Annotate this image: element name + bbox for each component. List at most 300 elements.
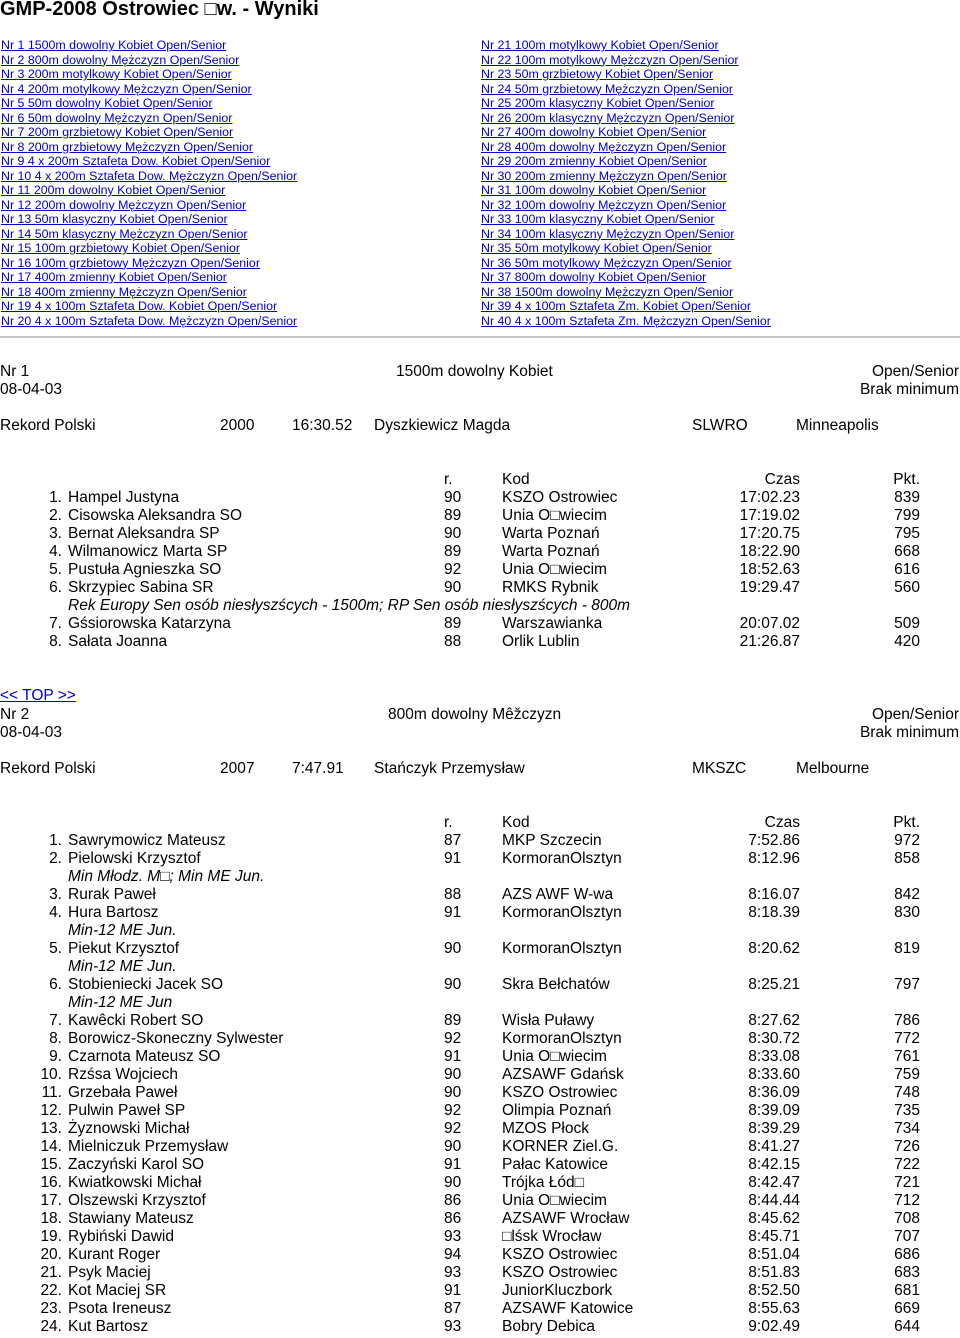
result-points: 712 — [894, 1192, 920, 1209]
result-points: 734 — [894, 1120, 920, 1137]
result-position: 11. — [41, 1084, 62, 1101]
event-links-left — [1, 38, 297, 328]
result-position: 8. — [49, 633, 62, 650]
club-name: AZS AWF W-wa — [502, 886, 614, 903]
swimmer-name: Rybiński Dawid — [68, 1228, 174, 1245]
col-points: Pkt. — [893, 471, 920, 488]
event-number: Nr 2 — [0, 706, 30, 723]
birth-year: 92 — [444, 1030, 462, 1047]
col-time: Czas — [764, 814, 800, 831]
result-position: 5. — [49, 940, 62, 957]
event-category: Open/Senior — [871, 363, 959, 380]
club-name: Trójka Łód□ — [502, 1174, 585, 1191]
event-link[interactable]: Nr 4 200m motylkowy Mężczyzn Open/Senior — [1, 81, 252, 96]
result-position: 23. — [40, 1300, 62, 1317]
event-link[interactable]: Nr 27 400m dowolny Kobiet Open/Senior — [481, 125, 707, 139]
club-name: KORNER Ziel.G. — [502, 1138, 619, 1155]
club-name: KSZO Ostrowiec — [502, 1264, 618, 1281]
event-name: 1500m dowolny Kobiet — [396, 363, 553, 380]
result-row — [0, 832, 960, 850]
swimmer-name: Gśsiorowska Katarzyna — [68, 615, 231, 632]
record-holder: Dyszkiewicz Magda — [374, 417, 511, 434]
result-time: 8:44.44 — [748, 1192, 800, 1209]
club-name: Warta Poznań — [502, 543, 600, 560]
club-name: Wisła Puławy — [502, 1012, 595, 1029]
birth-year: 88 — [444, 633, 462, 650]
swimmer-name: Hampel Justyna — [68, 489, 180, 506]
swimmer-name: Pustuła Agnieszka SO — [68, 561, 222, 578]
swimmer-name: Mielniczuk Przemysław — [68, 1138, 229, 1155]
result-time: 17:19.02 — [739, 507, 800, 524]
result-time: 8:27.62 — [748, 1012, 800, 1029]
event-links-right — [481, 38, 771, 328]
swimmer-name: Hura Bartosz — [68, 904, 159, 921]
result-time: 19:29.47 — [739, 579, 800, 596]
result-row — [0, 543, 960, 561]
result-time: 18:22.90 — [739, 543, 800, 560]
result-position: 12. — [40, 1102, 62, 1119]
result-note — [0, 868, 960, 886]
result-points: 708 — [894, 1210, 920, 1227]
swimmer-name: Kwiatkowski Michał — [68, 1174, 202, 1191]
result-points: 707 — [894, 1228, 920, 1245]
birth-year: 89 — [444, 615, 462, 632]
result-time: 18:52.63 — [739, 561, 800, 578]
result-time: 8:39.29 — [748, 1120, 800, 1137]
event-link[interactable]: Nr 40 4 x 100m Sztafeta Zm. Mężczyzn Open/Senior — [481, 313, 771, 328]
event-link[interactable]: Nr 12 200m dowolny Mężczyzn Open/Senior — [1, 197, 247, 212]
birth-year: 90 — [444, 1084, 462, 1101]
note-text: Min Młodz. M□; Min ME Jun. — [68, 868, 265, 885]
record-label: Rekord Polski — [0, 760, 96, 777]
event-link[interactable]: Nr 15 100m grzbietowy Kobiet Open/Senior — [1, 241, 240, 255]
event-link[interactable]: Nr 29 200m zmienny Kobiet Open/Senior — [481, 154, 707, 168]
event-subheader — [0, 724, 960, 742]
result-points: 786 — [894, 1012, 920, 1029]
result-position: 3. — [49, 525, 62, 542]
result-position: 7. — [49, 1012, 62, 1029]
birth-year: 93 — [444, 1264, 462, 1281]
result-time: 8:41.27 — [748, 1138, 800, 1155]
swimmer-name: Zaczyński Karol SO — [68, 1156, 205, 1173]
result-row — [0, 940, 960, 958]
event-link[interactable]: Nr 13 50m klasyczny Kobiet Open/Senior — [1, 212, 228, 226]
result-position: 20. — [40, 1246, 62, 1263]
result-position: 2. — [49, 850, 62, 867]
record-time: 7:47.91 — [292, 760, 344, 777]
record-club: MKSZC — [692, 760, 747, 777]
club-name: KormoranOlsztyn — [502, 904, 622, 921]
col-club: Kod — [502, 471, 530, 488]
birth-year: 90 — [444, 579, 462, 596]
event-link[interactable]: Nr 24 50m grzbietowy Mężczyzn Open/Senior — [481, 81, 734, 96]
result-points: 797 — [894, 976, 920, 993]
event-date: 08-04-03 — [0, 724, 63, 741]
club-name: Bobry Debica — [502, 1318, 596, 1335]
event-name: 800m dowolny Mêžczyzn — [388, 706, 562, 723]
result-row — [0, 1084, 960, 1102]
event-header — [0, 706, 960, 724]
result-position: 17. — [40, 1192, 62, 1209]
event-link[interactable]: Nr 36 50m motylkowy Mężczyzn Open/Senior — [481, 255, 732, 270]
club-name: MKP Szczecin — [502, 832, 602, 849]
result-points: 799 — [894, 507, 920, 524]
result-time: 8:45.71 — [748, 1228, 800, 1245]
event-link[interactable]: Nr 39 4 x 100m Sztafeta Zm. Kobiet Open/Senior — [481, 299, 751, 313]
result-position: 22. — [40, 1282, 62, 1299]
club-name: RMKS Rybnik — [502, 579, 599, 596]
result-row — [0, 1102, 960, 1120]
result-points: 772 — [894, 1030, 920, 1047]
event-link[interactable]: Nr 34 100m klasyczny Mężczyzn Open/Senior — [481, 226, 735, 241]
event-link[interactable]: Nr 14 50m klasyczny Mężczyzn Open/Senior — [1, 226, 248, 241]
result-note — [0, 922, 960, 940]
result-time: 9:02.49 — [748, 1318, 800, 1335]
club-name: Warszawianka — [502, 615, 603, 632]
result-position: 13. — [40, 1120, 62, 1137]
result-position: 24. — [40, 1318, 62, 1335]
result-points: 721 — [894, 1174, 920, 1191]
result-note — [0, 597, 960, 615]
result-row — [0, 489, 960, 507]
club-name: JuniorKluczbork — [502, 1282, 613, 1299]
event-link[interactable]: Nr 37 800m dowolny Kobiet Open/Senior — [481, 270, 707, 284]
swimmer-name: Piekut Krzysztof — [68, 940, 180, 957]
swimmer-name: Olszewski Krzysztof — [68, 1192, 206, 1209]
club-name: AZSAWF Katowice — [502, 1300, 634, 1317]
swimmer-name: Sawrymowicz Mateusz — [68, 832, 226, 849]
event-link[interactable]: Nr 18 400m zmienny Mężczyzn Open/Senior — [1, 284, 247, 299]
result-position: 7. — [49, 615, 62, 632]
result-row — [0, 886, 960, 904]
result-row — [0, 1300, 960, 1318]
event-link[interactable]: Nr 3 200m motylkowy Kobiet Open/Senior — [1, 67, 232, 81]
result-points: 726 — [894, 1138, 920, 1155]
club-name: Warta Poznań — [502, 525, 600, 542]
event-link[interactable]: Nr 25 200m klasyczny Kobiet Open/Senior — [481, 96, 715, 110]
result-time: 8:39.09 — [748, 1102, 800, 1119]
result-position: 10. — [40, 1066, 62, 1083]
event-number: Nr 1 — [0, 363, 30, 380]
record-holder: Stańczyk Przemysław — [374, 760, 525, 777]
result-time: 8:55.63 — [748, 1300, 800, 1317]
result-position: 5. — [49, 561, 62, 578]
event-link[interactable]: Nr 6 50m dowolny Mężczyzn Open/Senior — [1, 110, 233, 125]
club-name: Unia O□wiecim — [502, 1048, 607, 1065]
result-points: 686 — [894, 1246, 920, 1263]
result-row — [0, 1264, 960, 1282]
swimmer-name: Sałata Joanna — [68, 633, 168, 650]
swimmer-name: Rurak Paweł — [68, 886, 156, 903]
swimmer-name: Kurant Roger — [68, 1246, 161, 1263]
result-row — [0, 1192, 960, 1210]
result-time: 8:25.21 — [748, 976, 800, 993]
result-points: 560 — [894, 579, 920, 596]
record-year: 2000 — [220, 417, 255, 434]
result-time: 8:42.15 — [748, 1156, 800, 1173]
record-time: 16:30.52 — [292, 417, 353, 434]
result-row — [0, 1066, 960, 1084]
result-time: 20:07.02 — [739, 615, 800, 632]
birth-year: 92 — [444, 1102, 462, 1119]
club-name: Olimpia Poznań — [502, 1102, 612, 1119]
result-points: 681 — [894, 1282, 920, 1299]
col-points: Pkt. — [893, 814, 920, 831]
birth-year: 91 — [444, 850, 462, 867]
event-link[interactable]: Nr 20 4 x 100m Sztafeta Dow. Mężczyzn Open/Senior — [1, 313, 298, 328]
result-row — [0, 1246, 960, 1264]
club-name: □lśsk Wrocław — [502, 1228, 602, 1245]
event-link[interactable]: Nr 7 200m grzbietowy Kobiet Open/Senior — [1, 125, 234, 139]
result-time: 8:18.39 — [748, 904, 800, 921]
result-row — [0, 1156, 960, 1174]
swimmer-name: Rzśsa Wojciech — [68, 1066, 178, 1083]
result-row — [0, 1138, 960, 1156]
note-text: Min-12 ME Jun — [68, 994, 173, 1011]
result-points: 669 — [894, 1300, 920, 1317]
result-time: 8:16.07 — [748, 886, 800, 903]
result-points: 616 — [894, 561, 920, 578]
result-row — [0, 850, 960, 868]
result-points: 509 — [894, 615, 920, 632]
record-place: Melbourne — [796, 760, 870, 777]
event-link[interactable]: Nr 2 800m dowolny Mężczyzn Open/Senior — [1, 52, 240, 67]
result-time: 8:45.62 — [748, 1210, 800, 1227]
club-name: Pałac Katowice — [502, 1156, 608, 1173]
club-name: KormoranOlsztyn — [502, 850, 622, 867]
swimmer-name: Stawiany Mateusz — [68, 1210, 194, 1227]
event-link[interactable]: Nr 33 100m klasyczny Kobiet Open/Senior — [481, 212, 715, 226]
event-link[interactable]: Nr 17 400m zmienny Kobiet Open/Senior — [1, 270, 227, 284]
birth-year: 90 — [444, 1174, 462, 1191]
divider — [0, 336, 960, 338]
club-name: KSZO Ostrowiec — [502, 1246, 618, 1263]
birth-year: 91 — [444, 1156, 462, 1173]
result-row — [0, 615, 960, 633]
event-link[interactable]: Nr 10 4 x 200m Sztafeta Dow. Mężczyzn Open/Senior — [1, 168, 298, 183]
result-points: 842 — [894, 886, 920, 903]
event-link[interactable]: Nr 19 4 x 100m Sztafeta Dow. Kobiet Open/Senior — [1, 299, 278, 313]
result-row — [0, 1030, 960, 1048]
event-link[interactable]: Nr 9 4 x 200m Sztafeta Dow. Kobiet Open/Senior — [1, 154, 271, 168]
result-time: 8:33.60 — [748, 1066, 800, 1083]
result-row — [0, 561, 960, 579]
result-row — [0, 1228, 960, 1246]
event-link[interactable]: Nr 16 100m grzbietowy Mężczyzn Open/Senior — [1, 255, 260, 270]
result-row — [0, 1210, 960, 1228]
result-row — [0, 507, 960, 525]
event-link[interactable]: Nr 1 1500m dowolny Kobiet Open/Senior — [1, 38, 227, 52]
result-time: 8:36.09 — [748, 1084, 800, 1101]
club-name: KSZO Ostrowiec — [502, 1084, 618, 1101]
result-time: 8:33.08 — [748, 1048, 800, 1065]
swimmer-name: Grzebała Paweł — [68, 1084, 178, 1101]
swimmer-name: Pielowski Krzysztof — [68, 850, 201, 867]
birth-year: 94 — [444, 1246, 462, 1263]
birth-year: 92 — [444, 561, 462, 578]
minimum-label: Brak minimum — [859, 724, 959, 741]
club-name: Unia O□wiecim — [502, 1192, 607, 1209]
event-section — [0, 706, 960, 1336]
result-time: 8:51.04 — [748, 1246, 800, 1263]
result-time: 8:52.50 — [748, 1282, 800, 1299]
event-link[interactable]: Nr 35 50m motylkowy Kobiet Open/Senior — [481, 241, 712, 255]
swimmer-name: Wilmanowicz Marta SP — [68, 543, 228, 560]
result-position: 1. — [49, 832, 62, 849]
result-points: 819 — [894, 940, 920, 957]
result-points: 735 — [894, 1102, 920, 1119]
swimmer-name: Pulwin Paweł SP — [68, 1102, 186, 1119]
result-time: 8:42.47 — [748, 1174, 800, 1191]
birth-year: 89 — [444, 543, 462, 560]
result-points: 839 — [894, 489, 920, 506]
result-position: 3. — [49, 886, 62, 903]
result-time: 8:51.83 — [748, 1264, 800, 1281]
col-year: r. — [444, 814, 453, 831]
birth-year: 91 — [444, 904, 462, 921]
result-position: 1. — [49, 489, 62, 506]
event-link[interactable]: Nr 28 400m dowolny Mężczyzn Open/Senior — [481, 139, 727, 154]
birth-year: 86 — [444, 1192, 462, 1209]
swimmer-name: Kut Bartosz — [68, 1318, 149, 1335]
result-row — [0, 904, 960, 922]
result-row — [0, 1282, 960, 1300]
result-points: 420 — [894, 633, 920, 650]
event-link[interactable]: Nr 21 100m motylkowy Kobiet Open/Senior — [481, 38, 719, 52]
result-position: 21. — [40, 1264, 62, 1281]
birth-year: 89 — [444, 1012, 462, 1029]
result-points: 761 — [894, 1048, 920, 1065]
result-row — [0, 1318, 960, 1336]
result-position: 9. — [49, 1048, 62, 1065]
result-row — [0, 1174, 960, 1192]
results-header — [0, 814, 960, 832]
result-row — [0, 525, 960, 543]
result-position: 2. — [49, 507, 62, 524]
result-position: 15. — [40, 1156, 62, 1173]
birth-year: 87 — [444, 1300, 462, 1317]
club-name: Unia O□wiecim — [502, 561, 607, 578]
result-note — [0, 994, 960, 1012]
swimmer-name: Stobieniecki Jacek SO — [68, 976, 224, 993]
result-row — [0, 1012, 960, 1030]
page-title: GMP-2008 Ostrowiec □w. - Wyniki — [0, 0, 319, 20]
result-time: 7:52.86 — [748, 832, 800, 849]
club-name: AZSAWF Gdańsk — [502, 1066, 624, 1083]
result-position: 6. — [49, 976, 62, 993]
event-subheader — [0, 381, 960, 399]
swimmer-name: Czarnota Mateusz SO — [68, 1048, 221, 1065]
event-link[interactable]: Nr 5 50m dowolny Kobiet Open/Senior — [1, 96, 213, 110]
result-points: 668 — [894, 543, 920, 560]
col-club: Kod — [502, 814, 530, 831]
result-position: 6. — [49, 579, 62, 596]
birth-year: 93 — [444, 1228, 462, 1245]
result-time: 8:12.96 — [748, 850, 800, 867]
birth-year: 92 — [444, 1120, 462, 1137]
birth-year: 88 — [444, 886, 462, 903]
result-points: 830 — [894, 904, 920, 921]
club-name: AZSAWF Wrocław — [502, 1210, 630, 1227]
note-text: Min-12 ME Jun. — [68, 922, 177, 939]
result-position: 4. — [49, 904, 62, 921]
event-link[interactable]: Nr 23 50m grzbietowy Kobiet Open/Senior — [481, 67, 714, 81]
event-link[interactable]: Nr 11 200m dowolny Kobiet Open/Senior — [1, 183, 226, 197]
swimmer-name: Kot Maciej SR — [68, 1282, 167, 1299]
swimmer-name: Cisowska Aleksandra SO — [68, 507, 243, 524]
result-time: 8:20.62 — [748, 940, 800, 957]
event-link[interactable]: Nr 26 200m klasyczny Mężczyzn Open/Senior — [481, 110, 735, 125]
result-time: 17:20.75 — [739, 525, 800, 542]
event-link[interactable]: Nr 31 100m dowolny Kobiet Open/Senior — [481, 183, 707, 197]
birth-year: 87 — [444, 832, 462, 849]
result-position: 14. — [40, 1138, 62, 1155]
note-text: Rek Europy Sen osób niesłyszścych - 1500m; RP Sen osób niesłyszścych - 800m — [68, 597, 630, 614]
result-row — [0, 579, 960, 597]
club-name: KormoranOlsztyn — [502, 940, 622, 957]
club-name: MZOS Płock — [502, 1120, 589, 1137]
swimmer-name: Bernat Aleksandra SP — [68, 525, 220, 542]
result-position: 18. — [40, 1210, 62, 1227]
note-text: Min-12 ME Jun. — [68, 958, 177, 975]
event-section — [0, 363, 960, 651]
result-row — [0, 976, 960, 994]
result-note — [0, 958, 960, 976]
result-position: 8. — [49, 1030, 62, 1047]
top-link[interactable]: << TOP >> — [0, 687, 76, 704]
event-link[interactable]: Nr 8 200m grzbietowy Mężczyzn Open/Senior — [1, 139, 254, 154]
club-name: Orlik Lublin — [502, 633, 580, 650]
swimmer-name: Żyznowski Michał — [68, 1120, 190, 1137]
event-category: Open/Senior — [871, 706, 959, 723]
record-row — [0, 760, 960, 778]
birth-year: 90 — [444, 1138, 462, 1155]
result-time: 17:02.23 — [739, 489, 800, 506]
result-points: 759 — [894, 1066, 920, 1083]
swimmer-name: Skrzypiec Sabina SR — [68, 579, 214, 596]
birth-year: 90 — [444, 976, 462, 993]
swimmer-name: Psota Ireneusz — [68, 1300, 172, 1317]
birth-year: 90 — [444, 1066, 462, 1083]
result-time: 21:26.87 — [739, 633, 800, 650]
result-position: 19. — [40, 1228, 62, 1245]
results-header — [0, 471, 960, 489]
result-row — [0, 633, 960, 651]
result-position: 4. — [49, 543, 62, 560]
result-row — [0, 1048, 960, 1066]
result-time: 8:30.72 — [748, 1030, 800, 1047]
club-name: KSZO Ostrowiec — [502, 489, 618, 506]
club-name: Skra Bełchatów — [502, 976, 610, 993]
event-link[interactable]: Nr 38 1500m dowolny Mężczyzn Open/Senior — [481, 284, 734, 299]
result-points: 748 — [894, 1084, 920, 1101]
col-time: Czas — [764, 471, 800, 488]
birth-year: 89 — [444, 507, 462, 524]
event-link[interactable]: Nr 22 100m motylkowy Mężczyzn Open/Senior — [481, 52, 739, 67]
swimmer-name: Kawêcki Robert SO — [68, 1012, 204, 1029]
result-points: 858 — [894, 850, 920, 867]
birth-year: 93 — [444, 1318, 462, 1335]
birth-year: 90 — [444, 525, 462, 542]
club-name: KormoranOlsztyn — [502, 1030, 622, 1047]
result-points: 795 — [894, 525, 920, 542]
event-link[interactable]: Nr 32 100m dowolny Mężczyzn Open/Senior — [481, 197, 727, 212]
record-label: Rekord Polski — [0, 417, 96, 434]
event-link[interactable]: Nr 30 200m zmienny Mężczyzn Open/Senior — [481, 168, 727, 183]
birth-year: 91 — [444, 1048, 462, 1065]
event-date: 08-04-03 — [0, 381, 63, 398]
record-row — [0, 417, 960, 435]
